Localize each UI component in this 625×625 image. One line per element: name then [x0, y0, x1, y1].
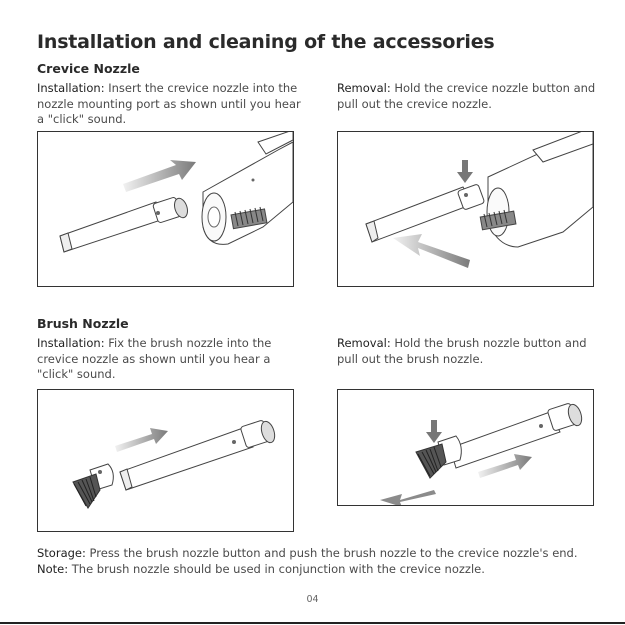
brush-nozzle-icon — [73, 464, 113, 508]
crevice-install-body: Insert the crevice nozzle into the nozzle mounting port as shown until you hear a "click" sound. — [37, 81, 301, 126]
brush-removal-illustration — [337, 389, 594, 506]
brush-install-label: Installation: — [37, 336, 105, 350]
vacuum-body-icon — [202, 132, 293, 244]
brush-nozzle-icon — [416, 436, 461, 478]
pull-arrow-icon — [393, 234, 470, 268]
brush-install-body: Fix the brush nozzle into the crevice nozzle as shown until you hear a "click" sound. — [37, 336, 272, 381]
brush-removal-text — [337, 336, 602, 367]
crevice-removal-label: Removal: — [337, 81, 391, 95]
brush-install-text — [37, 336, 292, 383]
note-label: Note: — [37, 562, 69, 576]
crevice-install-label: Installation: — [37, 81, 105, 95]
storage-label: Storage: — [37, 546, 86, 560]
insert-arrow-icon — [123, 160, 196, 192]
crevice-removal-text — [337, 81, 602, 112]
crevice-removal-body: Hold the crevice nozzle button and pull out the crevice nozzle. — [337, 81, 596, 111]
bottom-rule — [0, 622, 625, 624]
storage-text — [37, 546, 578, 560]
vacuum-body-icon — [480, 132, 593, 247]
storage-body: Press the brush nozzle button and push the brush nozzle to the crevice nozzle's end. — [85, 546, 578, 560]
crevice-install-text — [37, 81, 307, 128]
crevice-nozzle-icon — [60, 197, 190, 252]
brush-install-illustration — [37, 389, 294, 532]
crevice-heading: Crevice Nozzle — [37, 61, 140, 76]
crevice-nozzle-icon — [366, 184, 485, 242]
crevice-nozzle-icon — [120, 420, 277, 490]
brush-heading: Brush Nozzle — [37, 316, 129, 331]
pull-arrow-icon — [380, 490, 436, 505]
crevice-removal-illustration — [337, 131, 594, 287]
press-arrow-icon — [426, 420, 442, 443]
crevice-install-illustration — [37, 131, 294, 287]
press-arrow-icon — [457, 160, 473, 183]
note-text — [37, 562, 485, 576]
brush-removal-body: Hold the brush nozzle button and pull out the brush nozzle. — [337, 336, 587, 366]
brush-removal-label: Removal: — [337, 336, 391, 350]
note-body: The brush nozzle should be used in conjunction with the crevice nozzle. — [68, 562, 485, 576]
insert-arrow-icon — [115, 428, 168, 452]
page-number: 04 — [306, 594, 319, 605]
page-title: Installation and cleaning of the accessories — [37, 31, 495, 53]
